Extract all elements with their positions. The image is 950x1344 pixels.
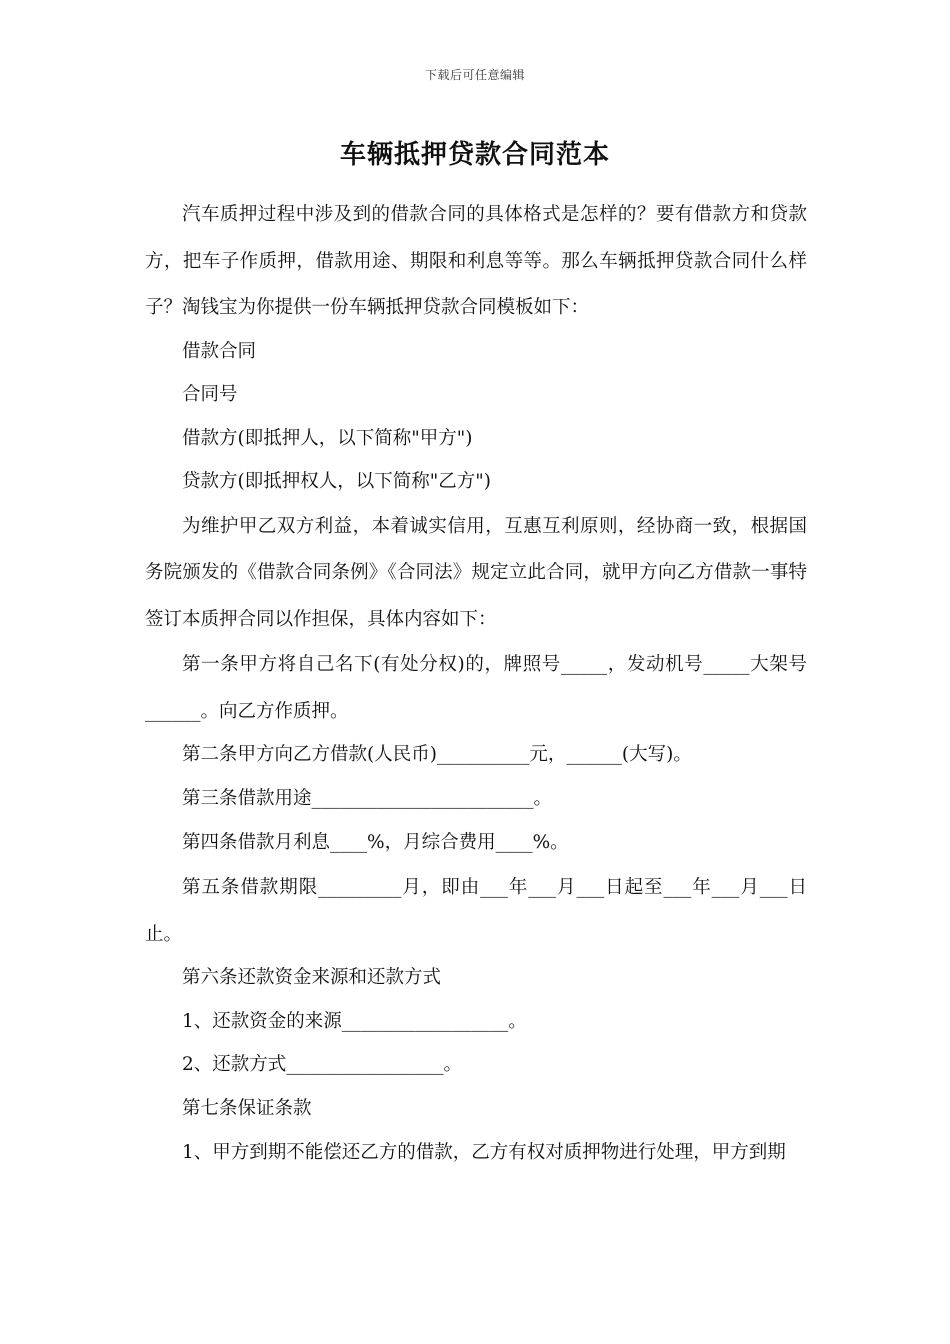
paragraph-article-1: 第一条甲方将自己名下(有处分权)的，牌照号_____，发动机号_____大架号______。向乙方作质押。: [145, 654, 807, 723]
paragraph-guarantee-1: 1、甲方到期不能偿还乙方的借款，乙方有权对质押物进行处理，甲方到期: [182, 1141, 786, 1163]
paragraph-article-2: 第二条甲方向乙方借款(人民币)__________元，______(大写)。: [182, 744, 692, 766]
paragraph-contract-number: 合同号: [182, 384, 238, 406]
paragraph-article-4: 第四条借款月利息____%，月综合费用____%。: [182, 831, 569, 853]
paragraph-article-6: 第六条还款资金来源和还款方式: [182, 967, 442, 989]
paragraph-article-7: 第七条保证条款: [182, 1097, 312, 1119]
header-note: 下载后可任意编辑: [424, 68, 525, 82]
document-body: [145, 192, 807, 1174]
paragraph-lender: 贷款方(即抵押权人，以下简称"乙方"): [182, 471, 491, 493]
paragraph-article-3: 第三条借款用途________________________。: [182, 787, 553, 809]
paragraph-article-5: 第五条借款期限_________月，即由___年___月___日起至___年___月___日止。: [145, 877, 807, 946]
document-title: 车辆抵押贷款合同范本: [339, 140, 610, 170]
paragraph-intro: 汽车质押过程中涉及到的借款合同的具体格式是怎样的？要有借款方和贷款方，把车子作质押，借款用途、期限和利息等等。那么车辆抵押贷款合同什么样子？淘钱宝为你提供一份车辆抵押贷款合同模板如下：: [145, 204, 807, 318]
paragraph-loan-contract: 借款合同: [182, 340, 257, 362]
paragraph-repayment-source: 1、还款资金的来源__________________。: [182, 1010, 527, 1032]
paragraph-repayment-method: 2、还款方式_________________。: [182, 1054, 463, 1076]
paragraph-purpose: 为维护甲乙双方利益，本着诚实信用，互惠互利原则，经协商一致，根据国务院颁发的《借款合同条例》《合同法》规定立此合同，就甲方向乙方借款一事特签订本质押合同以作担保，具体内容如下：: [145, 515, 807, 630]
paragraph-borrower: 借款方(即抵押人，以下简称"甲方"): [182, 427, 473, 449]
